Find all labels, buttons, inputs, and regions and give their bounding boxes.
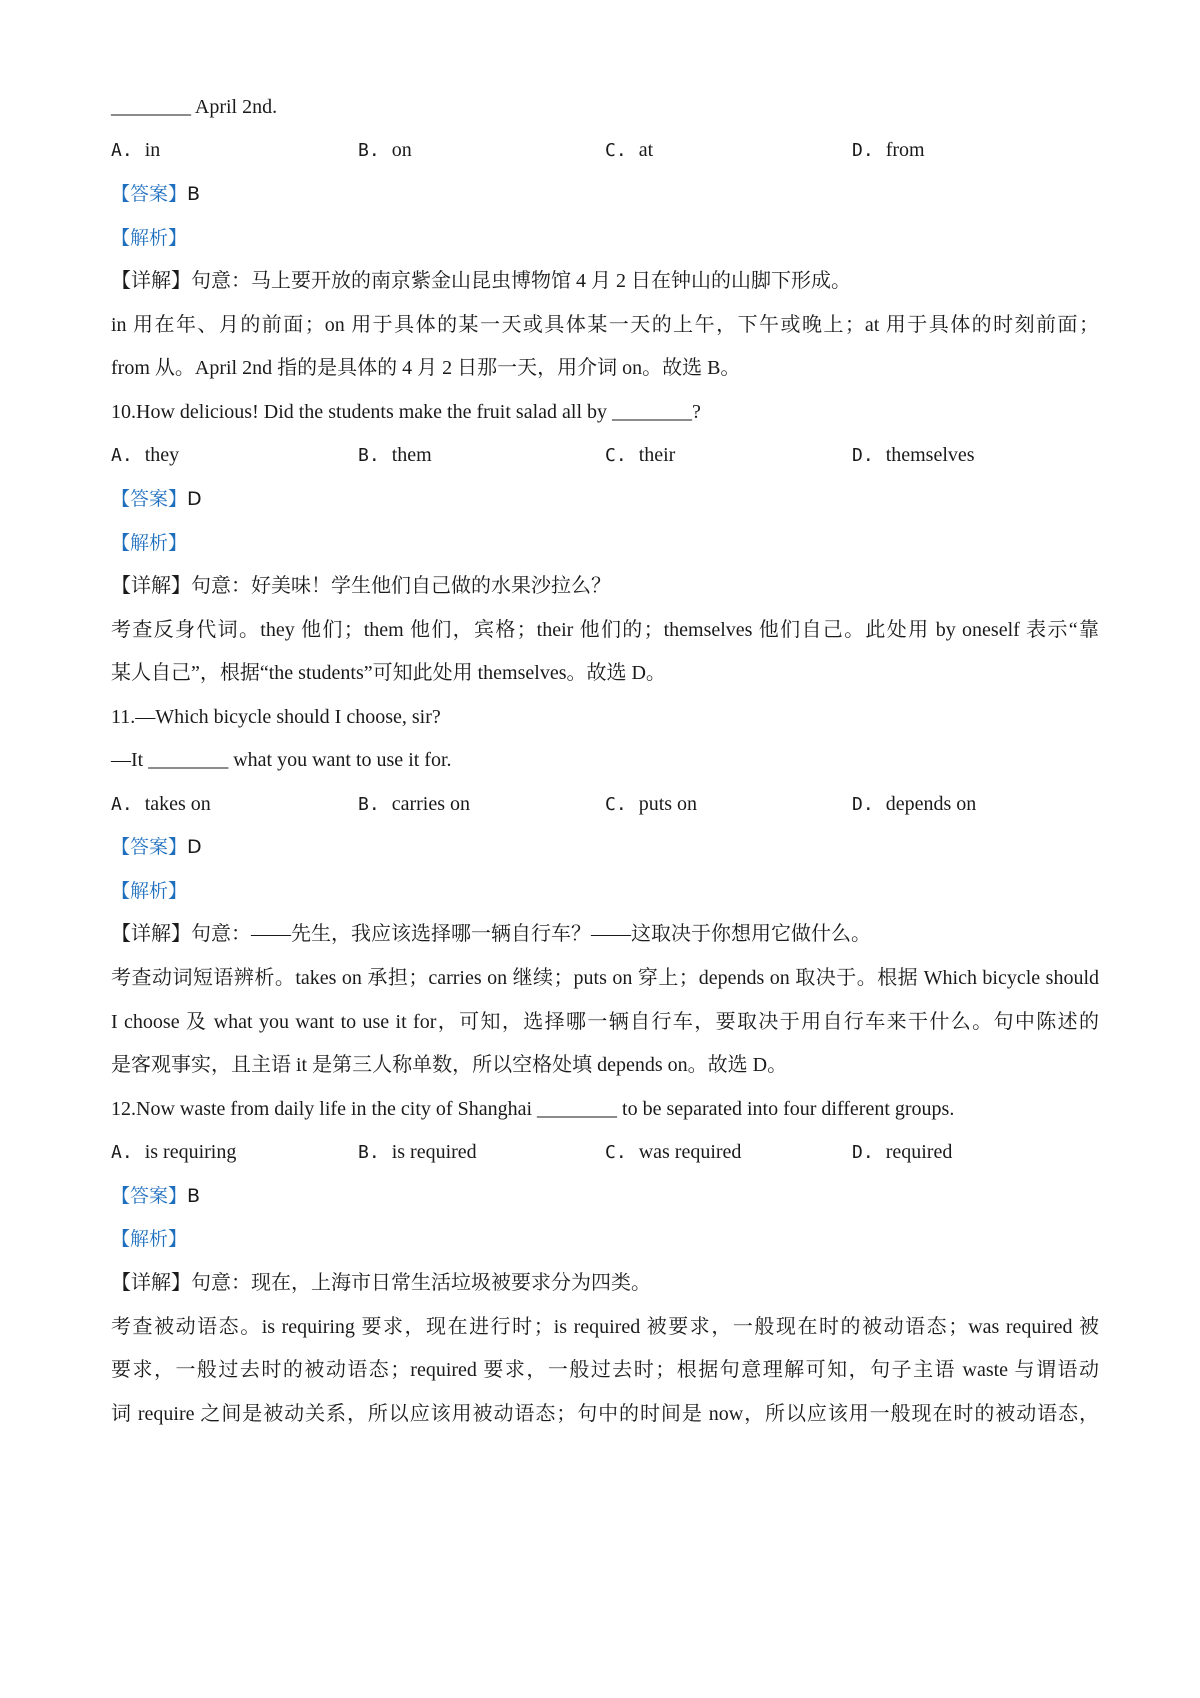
q11-option-c [605, 790, 697, 819]
option-text: required [885, 1141, 953, 1163]
q11-detail-line: 考查动词短语辨析。takes on 承担；carries on 继续；puts on 穿上；depends on 取决于。根据 Which bicycle should [111, 967, 1099, 989]
answer-value: B [187, 183, 201, 205]
option-text: in [144, 139, 161, 161]
option-text: from [885, 139, 925, 161]
q11-analysis [111, 877, 187, 905]
analysis-tag: 【解析】 [111, 227, 188, 249]
answer-value: D [187, 836, 202, 858]
option-letter: D. [852, 794, 874, 815]
option-text: at [638, 139, 654, 161]
q10-option-c [605, 441, 675, 470]
option-text: is required [391, 1141, 477, 1163]
answer-tag: 【答案】 [111, 836, 188, 858]
q9-option-c [605, 136, 653, 165]
q12-detail-line: 考查被动语态。is requiring 要求，现在进行时；is required 被要求，一般现在时的被动语态；was required 被 [111, 1316, 1099, 1338]
q11-option-d [852, 790, 976, 819]
analysis-tag: 【解析】 [111, 880, 188, 902]
q9-stem-tail: ________ April 2nd. [111, 96, 278, 118]
q11-option-b [358, 790, 470, 819]
answer-tag: 【答案】 [111, 1185, 188, 1207]
detail-text: 句意：马上要开放的南京紫金山昆虫博物馆 4 月 2 日在钟山的山脚下形成。 [191, 270, 851, 292]
option-letter: D. [852, 140, 874, 161]
q10-detail-line: 考查反身代词。they 他们；them 他们，宾格；their 他们的；themselves 他们自己。此处用 by oneself 表示“靠 [111, 619, 1099, 641]
option-letter: D. [852, 1142, 874, 1163]
q10-analysis [111, 529, 187, 557]
q10-detail-line: 某人自己”，根据“the students”可知此处用 themselves。故选 D。 [111, 662, 666, 684]
answer-tag: 【答案】 [111, 183, 188, 205]
q12-answer [111, 1182, 200, 1210]
option-letter: C. [605, 1142, 627, 1163]
q11-option-a [111, 790, 211, 819]
detail-text: 句意：现在，上海市日常生活垃圾被要求分为四类。 [191, 1272, 651, 1294]
q9-detail-line [111, 267, 851, 295]
detail-tag: 【详解】 [111, 270, 191, 292]
answer-value: D [187, 488, 202, 510]
detail-text: 句意：——先生，我应该选择哪一辆自行车？——这取决于你想用它做什么。 [191, 923, 871, 945]
q9-options [111, 136, 1099, 164]
q10-option-b [358, 441, 432, 470]
option-text: puts on [638, 793, 698, 815]
q12-option-c [605, 1138, 741, 1167]
q10-detail-line [111, 572, 611, 600]
option-text: they [144, 444, 180, 466]
option-letter: C. [605, 140, 627, 161]
q12-analysis [111, 1225, 187, 1253]
option-text: themselves [885, 444, 975, 466]
q9-option-a [111, 136, 160, 165]
q12-detail-line [111, 1269, 651, 1297]
q12-option-a [111, 1138, 236, 1167]
q11-detail-line [111, 920, 871, 948]
q12-detail-line: 要求，一般过去时的被动语态；required 要求，一般过去时；根据句意理解可知，句子主语 waste 与谓语动 [111, 1359, 1099, 1381]
detail-tag: 【详解】 [111, 1272, 191, 1294]
detail-tag: 【详解】 [111, 575, 191, 597]
q12-option-b [358, 1138, 477, 1167]
option-letter: B. [358, 445, 380, 466]
q9-option-d [852, 136, 925, 165]
option-letter: A. [111, 445, 133, 466]
q12-stem: 12.Now waste from daily life in the city of Shanghai ________ to be separated into four different groups. [111, 1098, 955, 1120]
q12-options [111, 1138, 1099, 1166]
q11-stem-line: 11.—Which bicycle should I choose, sir? [111, 706, 441, 728]
option-text: their [638, 444, 676, 466]
option-letter: B. [358, 140, 380, 161]
q9-answer [111, 180, 200, 208]
answer-value: B [187, 1185, 201, 1207]
option-text: them [391, 444, 432, 466]
option-text: carries on [391, 793, 470, 815]
q11-stem-line: —It ________ what you want to use it for. [111, 749, 452, 771]
analysis-tag: 【解析】 [111, 1228, 188, 1250]
option-text: was required [638, 1141, 742, 1163]
q10-option-d [852, 441, 975, 470]
answer-tag: 【答案】 [111, 488, 188, 510]
q9-detail-line: in 用在年、月的前面；on 用于具体的某一天或具体某一天的上午，下午或晚上；at 用于具体的时刻前面； [111, 314, 1099, 336]
option-letter: C. [605, 445, 627, 466]
q11-answer [111, 833, 202, 861]
analysis-tag: 【解析】 [111, 532, 188, 554]
q10-options [111, 441, 1099, 469]
q12-detail-line: 词 require 之间是被动关系，所以应该用被动语态；句中的时间是 now，所以应该用一般现在时的被动语态， [111, 1403, 1099, 1425]
detail-tag: 【详解】 [111, 923, 191, 945]
option-text: depends on [885, 793, 977, 815]
q12-option-d [852, 1138, 952, 1167]
q9-analysis [111, 224, 187, 252]
option-text: takes on [144, 793, 211, 815]
q11-options [111, 790, 1099, 818]
q10-stem: 10.How delicious! Did the students make the fruit salad all by ________? [111, 401, 701, 423]
q9-option-b [358, 136, 412, 165]
option-text: is requiring [144, 1141, 237, 1163]
q9-detail-line: from 从。April 2nd 指的是具体的 4 月 2 日那一天，用介词 on。故选 B。 [111, 357, 741, 379]
q10-option-a [111, 441, 179, 470]
option-letter: B. [358, 794, 380, 815]
option-text: on [391, 139, 412, 161]
option-letter: C. [605, 794, 627, 815]
option-letter: A. [111, 140, 133, 161]
option-letter: A. [111, 794, 133, 815]
q10-answer [111, 485, 202, 513]
q11-detail-line: 是客观事实，且主语 it 是第三人称单数，所以空格处填 depends on。故选 D。 [111, 1054, 788, 1076]
option-letter: B. [358, 1142, 380, 1163]
option-letter: D. [852, 445, 874, 466]
q11-detail-line: I choose 及 what you want to use it for，可知，选择哪一辆自行车，要取决于用自行车来干什么。句中陈述的 [111, 1011, 1099, 1033]
option-letter: A. [111, 1142, 133, 1163]
detail-text: 句意：好美味！学生他们自己做的水果沙拉么？ [191, 575, 611, 597]
